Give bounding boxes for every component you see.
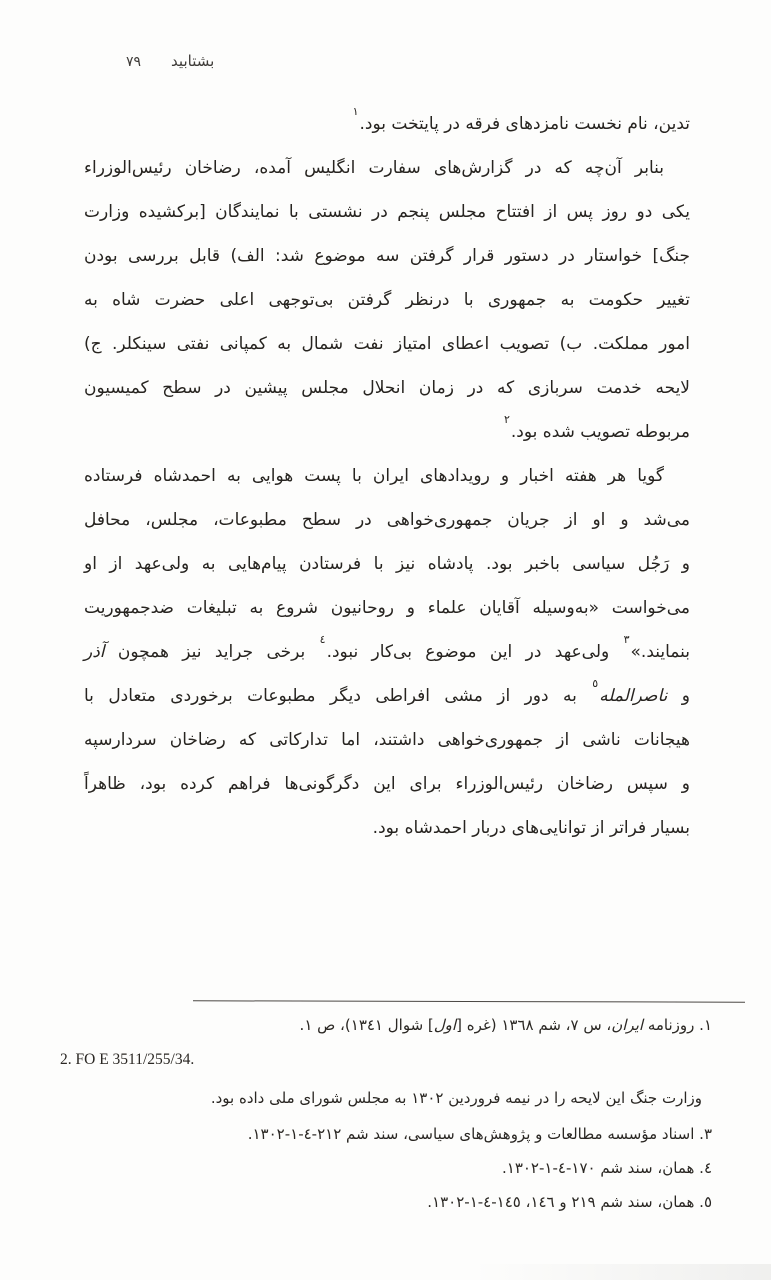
body-line [84,234,690,278]
footnote-marker: ٣ [623,633,630,647]
text-segment: لایحه خدمت سربازی که در زمان انحلال مجلس پیشین در سطح کمیسیون [84,378,690,398]
page-number: ٧٩ [126,54,142,70]
body-line [84,630,690,674]
footnotes [60,1008,712,1219]
text-segment: تغییر حکومت به جمهوری با درنظر گرفتن بی‌توجهی اعلی حضرت شاه به [84,290,690,310]
running-title: بشتابید [171,52,215,70]
body-line [84,542,690,586]
body-line [84,190,690,234]
publication-name: ناصرالمله [599,686,668,706]
text-segment: جنگ] خواستار در دستور قرار گرفتن سه موضوع شد: الف) قابل بررسی بودن [84,246,690,266]
body-line [84,762,690,806]
body-line [84,498,690,542]
footnote-line [60,1151,712,1185]
footnote-marker: ٢ [503,413,510,427]
text-segment: ٣. اسناد مؤسسه مطالعات و پژوهش‌های سیاسی، سند شم ٢١٢-٤-١-١٣٠٢. [247,1125,712,1143]
body-line [84,586,690,630]
footnote-line [60,1043,712,1077]
footnote-line [60,1117,712,1151]
publication-name: ایران [611,1016,644,1034]
footnote-separator [193,1000,745,1002]
text-segment: می‌شد و او از جریان جمهوری‌خواهی در سطح مطبوعات، مجلس، محافل [84,510,690,530]
footnote-marker: ٥ [592,677,599,691]
text-segment: یکی دو روز پس از افتتاح مجلس پنجم در نشستی با نمایندگان [برکشیده وزارت [84,202,690,222]
body-line [84,102,690,146]
body-line [84,454,690,498]
text-segment: گویا هر هفته اخبار و رویدادهای ایران با پست هوایی به احمدشاه فرستاده [84,466,664,486]
text-segment: مربوطه تصویب شده بود. [510,422,690,442]
body-line [84,322,690,366]
body-line [84,278,690,322]
body-line [84,674,690,718]
footnote-marker: ١ [352,105,359,119]
footnote-line [60,1008,712,1042]
text-segment: به دور از مشی افراطی دیگر مطبوعات برخوردی متعادل با [84,686,592,706]
body-line [84,806,690,850]
text-segment: و [667,686,690,706]
text-segment: ١. روزنامه [643,1016,712,1034]
page-header [126,52,214,70]
text-segment: تدین، نام نخست نامزدهای فرقه در پایتخت بود. [359,114,690,134]
text-segment: هیجانات ناشی از جمهوری‌خواهی داشتند، اما تدارکاتی که رضاخان سردارسپه [84,730,690,750]
text-segment: ، س ٧، شم ١٣٦٨ (غره [ [456,1016,612,1034]
text-segment: بنابر آن‌چه که در گزارش‌های سفارت انگلیس آمده، رضاخان رئیس‌الوزراء [84,158,664,178]
text-segment: ٥. همان، سند شم ٢١٩ و ١٤٦، ١٤٥-٤-١-١٣٠٢. [427,1193,712,1211]
text-segment: برخی جراید نیز همچون [104,642,319,662]
body-line [84,410,690,454]
text-segment: ] شوال ١٣٤١)، ص ١. [299,1016,434,1034]
publication-name: اول [433,1016,457,1034]
body-line [84,366,690,410]
text-segment: 2. FO E 3511/255/34. [60,1051,195,1068]
text-segment: وزارت جنگ این لایحه را در نیمه فروردین ١٣٠٢ به مجلس شورای ملی داده بود. [210,1089,702,1107]
text-segment: بسیار فراتر از توانایی‌های دربار احمدشاه بود. [372,818,690,838]
footnote-line [60,1081,702,1115]
body-line [84,146,690,190]
text-segment: ٤. همان، سند شم ١٧٠-٤-١-١٣٠٢. [501,1159,712,1177]
text-segment: ولی‌عهد در این موضوع بی‌کار نبود. [326,642,623,662]
body-line [84,718,690,762]
body-text [84,102,690,850]
footnote-marker: ٤ [319,633,326,647]
footnote-line [60,1185,712,1219]
text-segment: بنمایند.» [630,642,690,662]
text-segment: می‌خواست «به‌وسیله آقایان علماء و روحانیون شروع به تبلیغات ضدجمهوریت [84,598,690,618]
publication-name: آذر [84,642,105,662]
text-segment: و رَجُل سیاسی باخبر بود. پادشاه نیز با فرستادن پیام‌هایی به ولی‌عهد از او [84,554,690,574]
text-segment: امور مملکت. ب) تصویب اعطای امتیاز نفت شمال به کمپانی نفتی سینکلر. ج) [84,334,690,354]
text-segment: و سپس رضاخان رئیس‌الوزراء برای این دگرگونی‌ها فراهم کرده بود، ظاهراً [84,774,690,794]
